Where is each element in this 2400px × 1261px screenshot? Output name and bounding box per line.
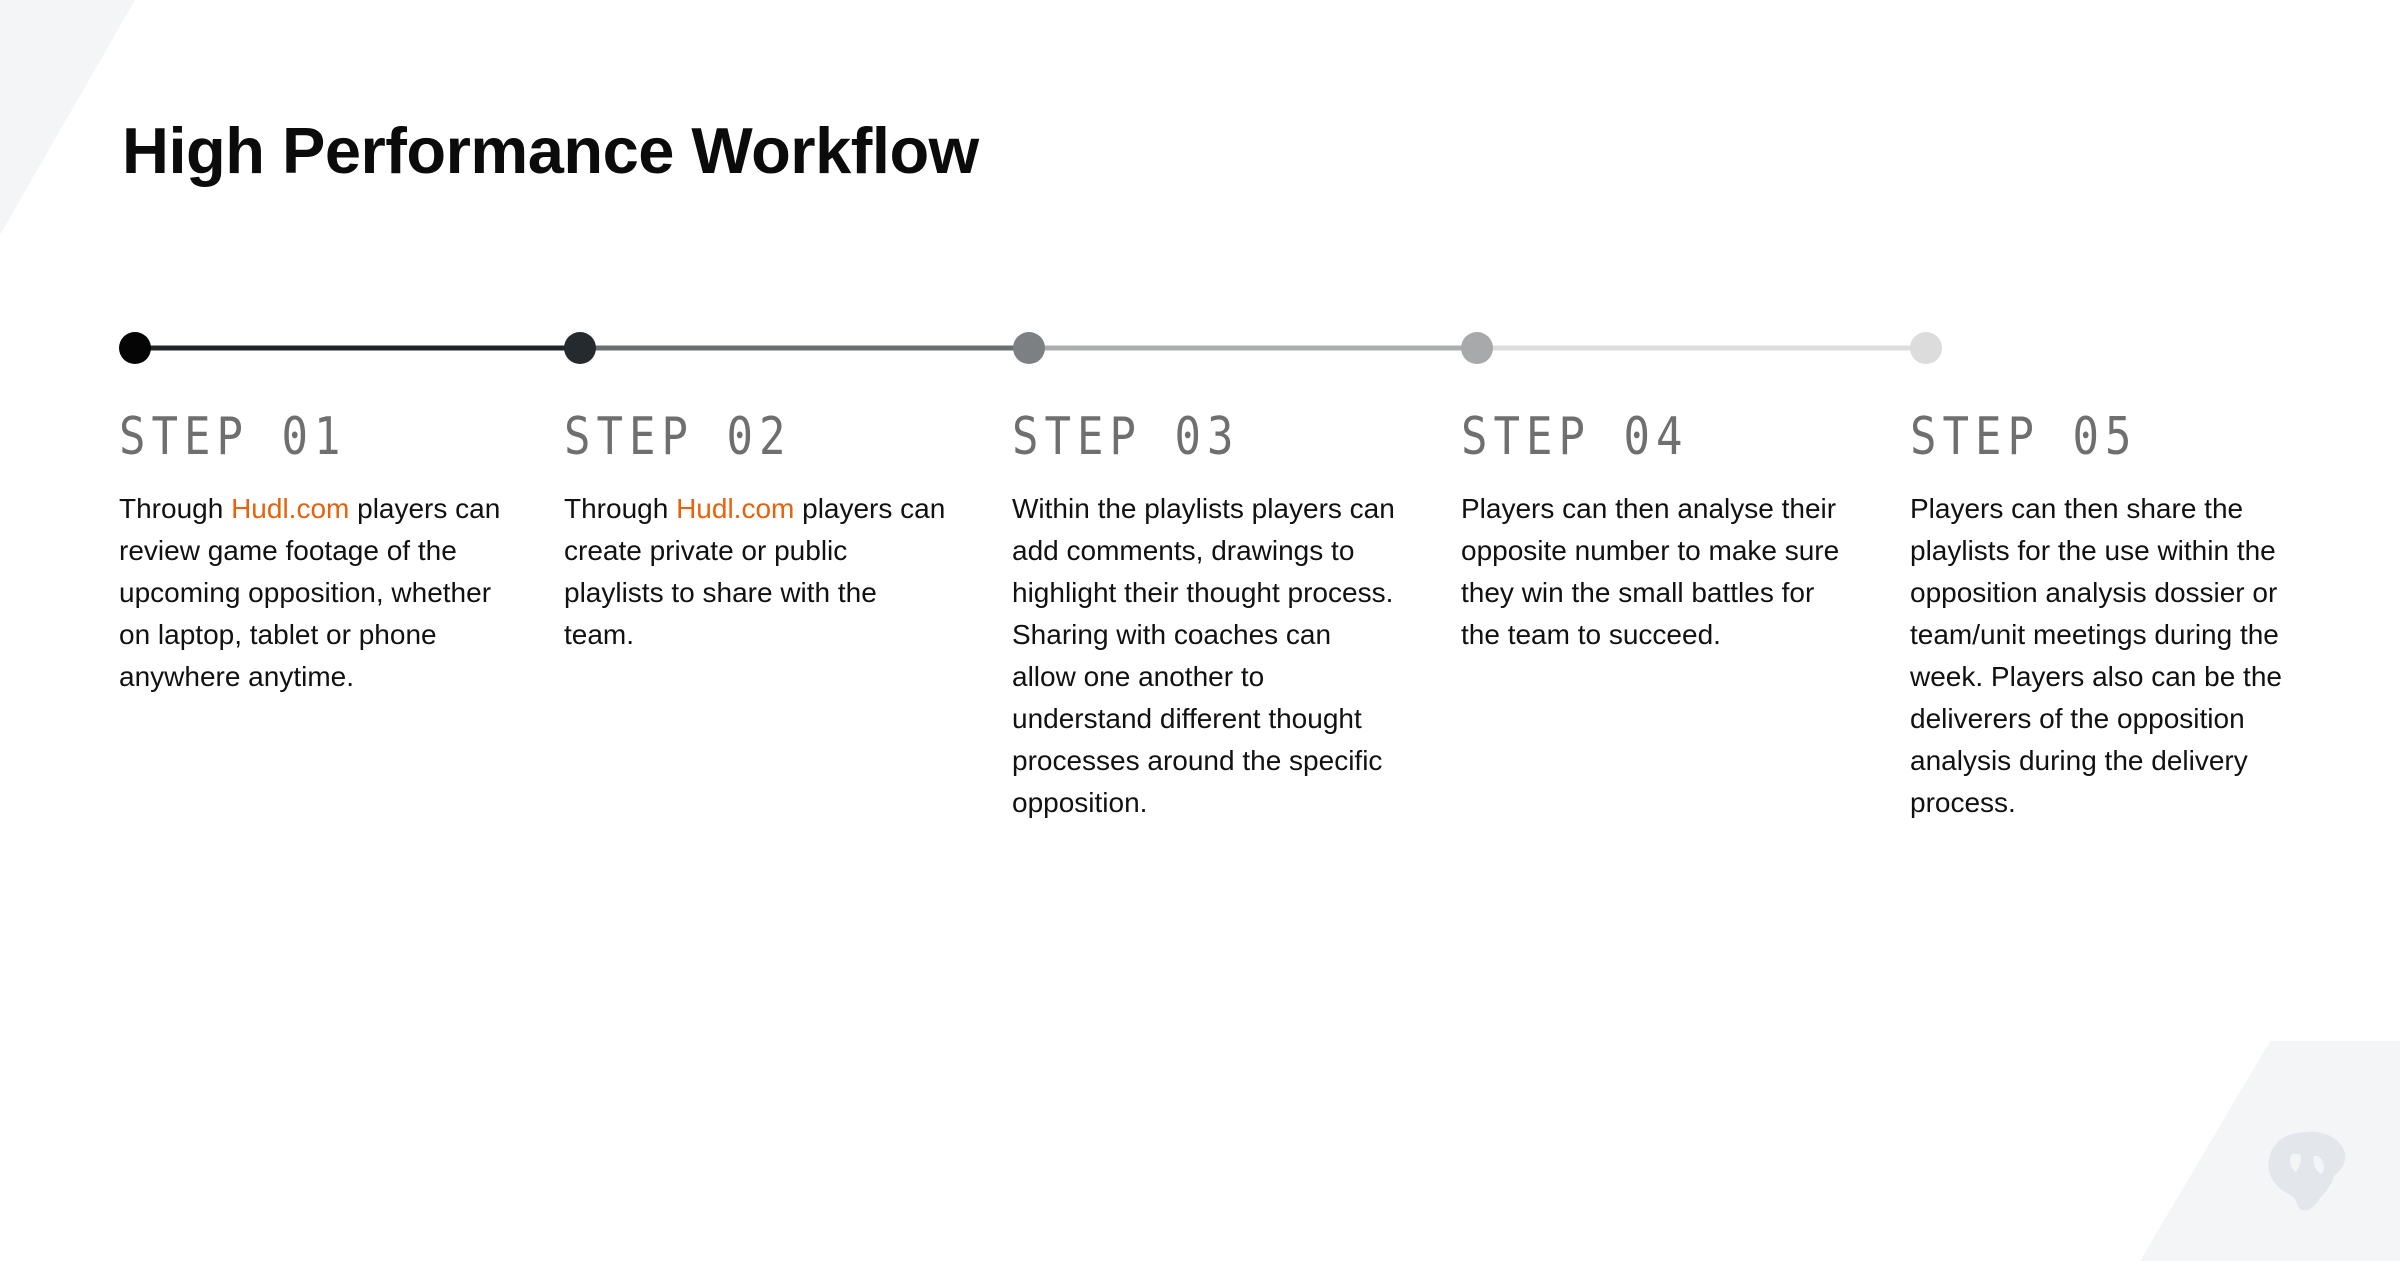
step-05 (1910, 408, 2300, 824)
timeline-node-2 (564, 332, 596, 364)
step-label: STEP 03 (1012, 406, 1240, 467)
timeline-node-4 (1461, 332, 1493, 364)
step-text-prefix: Through (564, 493, 677, 524)
decorative-corner-shape (2120, 1041, 2400, 1261)
step-03 (1012, 408, 1402, 824)
step-02 (564, 408, 954, 656)
step-04 (1461, 408, 1851, 656)
workflow-timeline (0, 320, 2400, 380)
hudl-link[interactable]: Hudl.com (231, 493, 350, 524)
step-description (564, 488, 954, 656)
hudl-link[interactable]: Hudl.com (676, 493, 795, 524)
timeline-node-1 (119, 332, 151, 364)
step-description: Players can then share the playlists for the use within the opposition analysis dossier or team/unit meetings during the week. Players also can be the deliverers of the opposition analysis during the delivery process. (1910, 493, 2282, 818)
step-label: STEP 02 (564, 406, 792, 467)
page-title: High Performance Workflow (122, 114, 979, 187)
decorative-corner-shape (0, 0, 140, 240)
timeline-node-3 (1013, 332, 1045, 364)
step-description: Players can then analyse their opposite number to make sure they win the small battles for the team to succeed. (1461, 493, 1840, 650)
step-label: STEP 05 (1910, 406, 2138, 467)
step-text-suffix: players can create private or public playlists to share with the team. (564, 493, 946, 650)
step-label: STEP 04 (1461, 406, 1689, 467)
step-text-prefix: Through (119, 493, 232, 524)
step-description: Within the playlists players can add comments, drawings to highlight their thought process. Sharing with coaches can allow one another to understand different thought processes around the specific opposition. (1012, 493, 1395, 818)
timeline-node-5 (1910, 332, 1942, 364)
step-01 (119, 408, 509, 698)
step-label: STEP 01 (119, 406, 347, 467)
step-description (119, 488, 509, 698)
step-text-suffix: players can review game footage of the upcoming opposition, whether on laptop, tablet or phone anywhere anytime. (119, 493, 501, 692)
hudl-logo-icon (2262, 1126, 2350, 1214)
